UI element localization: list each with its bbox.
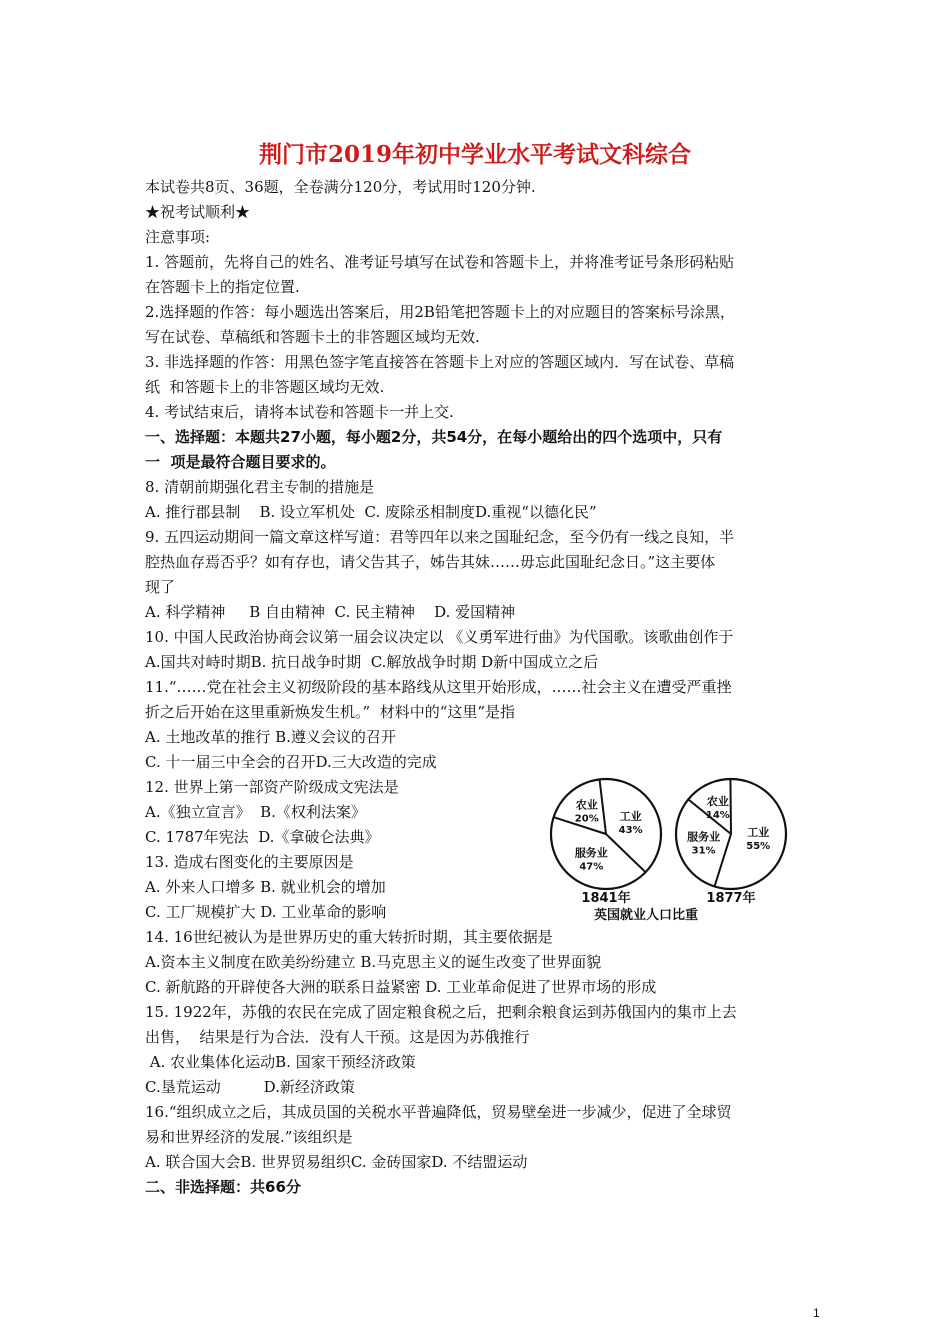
pie-slice-label: 工业 [747,826,770,840]
pie-slice-value: 20% [574,813,599,825]
pie-slice-value: 55% [746,841,771,853]
question-line: 折之后开始在这里重新焕发生机。” 材料中的“这里”是指 [145,703,516,721]
pie-year-label: 1841年 [581,891,631,906]
option-line: A. 联合国大会B. 世界贸易组织C. 金砖国家D. 不结盟运动 [145,1153,528,1171]
option-line: A. 科学精神 B 自由精神 C. 民主精神 D. 爱国精神 [145,603,516,621]
question-line: 13. 造成右图变化的主要原因是 [145,853,354,871]
question-line: 出售， 结果是行为合法．没有人干预。这是因为苏俄推行 [145,1028,530,1046]
question-line: 10. 中国人民政治协商会议第一届会议决定以 《义勇军进行曲》为代国歌。该歌曲创作于 [145,628,734,646]
page-number: 1 [813,1306,820,1320]
page-title: 荆门市2019年初中学业水平考试文科综合 [258,141,691,168]
option-line: A.资本主义制度在欧美纷纷建立 B.马克思主义的诞生改变了世界面貌 [145,953,602,971]
pie-slice-label: 工业 [619,809,642,823]
figure-caption: 英国就业人口比重 [593,908,699,922]
question-line: 8. 清朝前期强化君主专制的措施是 [145,478,375,496]
pie-slice-divider [730,779,731,834]
pie-year-label: 1877年 [706,891,756,906]
pie-slice-value: 47% [579,861,604,873]
note-line: 1. 答题前，先将自己的姓名、准考证号填写在试卷和答题卡上，并将准考证号条形码粘贴 [145,253,735,271]
option-line: A.《独立宣言》 B.《权利法案》 [145,803,366,821]
option-line: C. 工厂规模扩大 D. 工业革命的影响 [145,903,387,921]
option-line: A. 农业集体化运动B. 国家干预经济政策 [145,1053,416,1071]
question-line: 15. 1922年，苏俄的农民在完成了固定粮食税之后，把剩余粮食运到苏俄国内的集市上去 [145,1003,737,1021]
pie-slice-label: 服务业 [687,830,721,844]
question-line: 14. 16世纪被认为是世界历史的重大转折时期，其主要依据是 [145,928,553,946]
note-line: 写在试卷、草稿纸和答题卡土的非答题区域均无效. [145,328,480,346]
option-line: A. 推行郡县制 B. 设立军机处 C. 废除丞相制度D.重视“以德化民” [145,503,597,521]
pie-slice-label: 农业 [575,798,598,812]
pie-slice-label: 农业 [706,794,729,808]
section-heading: 一、选择题：本题共27小题，每小题2分，共54分，在每小题给出的四个选项中，只有 [145,428,723,446]
question-line: 12. 世界上第一部资产阶级成文宪法是 [145,778,399,796]
option-line: C.垦荒运动 D.新经济政策 [145,1078,355,1096]
pie-charts-svg [548,772,794,922]
question-line: 腔热血存焉否乎？如有存也，请父告其子，姊告其妹……毋忘此国耻纪念日。”这主要体 [145,553,716,571]
option-line: C. 十一届三中全会的召开D.三大改造的完成 [145,753,437,771]
pie-slice-value: 14% [705,809,730,821]
notes-heading: 注意事项: [145,228,211,246]
question-line: 易和世界经济的发展.”该组织是 [145,1128,353,1146]
note-line: 在答题卡上的指定位置. [145,278,300,296]
section-heading: 二、非选择题：共66分 [145,1178,301,1196]
blessing-line: ★祝考试顺利★ [145,203,251,221]
option-line: A. 外来人口增多 B. 就业机会的增加 [145,878,386,896]
pie-slice-value: 43% [618,824,643,836]
section-heading: 一 项是最符合题目要求的。 [145,453,336,471]
intro-line: 本试卷共8页、36题，全卷满分120分，考试用时120分钟. [145,178,536,196]
option-line: A. 土地改革的推行 B.遵义会议的召开 [145,728,396,746]
question-line: 16.“组织成立之后，其成员国的关税水平普遍降低，贸易壁垒进一步减少，促进了全球贸 [145,1103,732,1121]
option-line: C. 1787年宪法 D.《拿破仑法典》 [145,828,380,846]
note-line: 3. 非选择题的作答：用黑色签字笔直接答在答题卡上对应的答题区域内．写在试卷、草稿 [145,353,735,371]
question-line: 11.“……党在社会主义初级阶段的基本路线从这里开始形成，……社会主义在遭受严重挫 [145,678,732,696]
option-line: C. 新航路的开辟使各大洲的联系日益紧密 D. 工业革命促进了世界市场的形成 [145,978,657,996]
option-line: A.国共对峙时期B. 抗日战争时期 C.解放战争时期 D新中国成立之后 [145,653,599,671]
pie-slice-value: 31% [691,845,716,857]
note-line: 纸 和答题卡上的非答题区域均无效. [145,378,385,396]
question-line: 9. 五四运动期间一篇文章这样写道：君等四年以来之国耻纪念，至今仍有一线之良知，半 [145,528,735,546]
note-line: 2.选择题的作答：每小题选出答案后，用2B铅笔把答题卡上的对应题目的答案标号涂黑， [145,303,735,321]
employment-pie-charts [548,772,794,922]
note-line: 4. 考试结束后，请将本试卷和答题卡一并上交. [145,403,454,421]
question-line: 现了 [145,578,176,596]
pie-slice-label: 服务业 [574,846,608,860]
